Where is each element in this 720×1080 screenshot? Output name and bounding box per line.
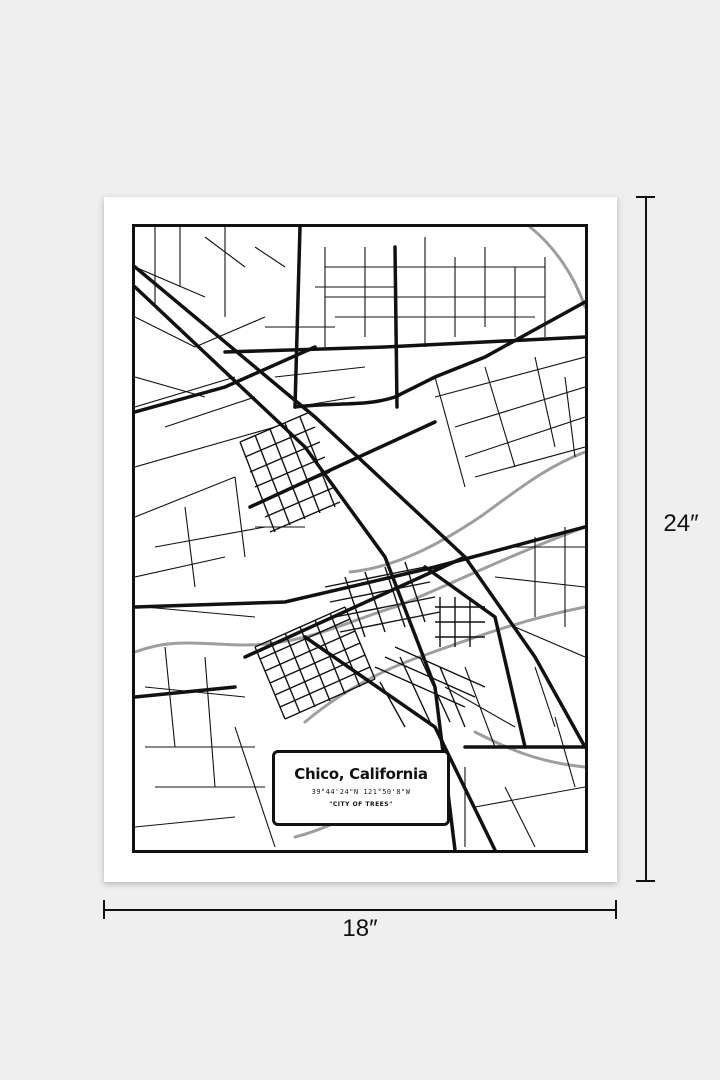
main-road (225, 337, 585, 352)
title-box (272, 750, 450, 826)
width-label: 18″ (342, 915, 378, 942)
width-dimension-line (104, 909, 617, 911)
height-dimension-tick (636, 880, 655, 882)
main-road (295, 227, 300, 407)
main-road (135, 687, 235, 697)
main-road (295, 302, 585, 407)
creek-line (350, 452, 585, 572)
height-dimension-line (645, 197, 647, 882)
main-road (250, 422, 435, 507)
width-dimension-tick (615, 900, 617, 919)
coordinates-label: 39°44'24"N 121°50'8"W (311, 788, 411, 796)
main-road (395, 247, 397, 407)
height-dimension-tick (636, 196, 655, 198)
map-poster (104, 197, 617, 882)
city-title: Chico, California (294, 765, 428, 783)
main-road (135, 527, 585, 607)
street-map (132, 224, 588, 853)
city-motto: "CITY OF TREES" (329, 801, 393, 808)
height-label: 24″ (663, 510, 699, 537)
width-dimension-tick (103, 900, 105, 919)
